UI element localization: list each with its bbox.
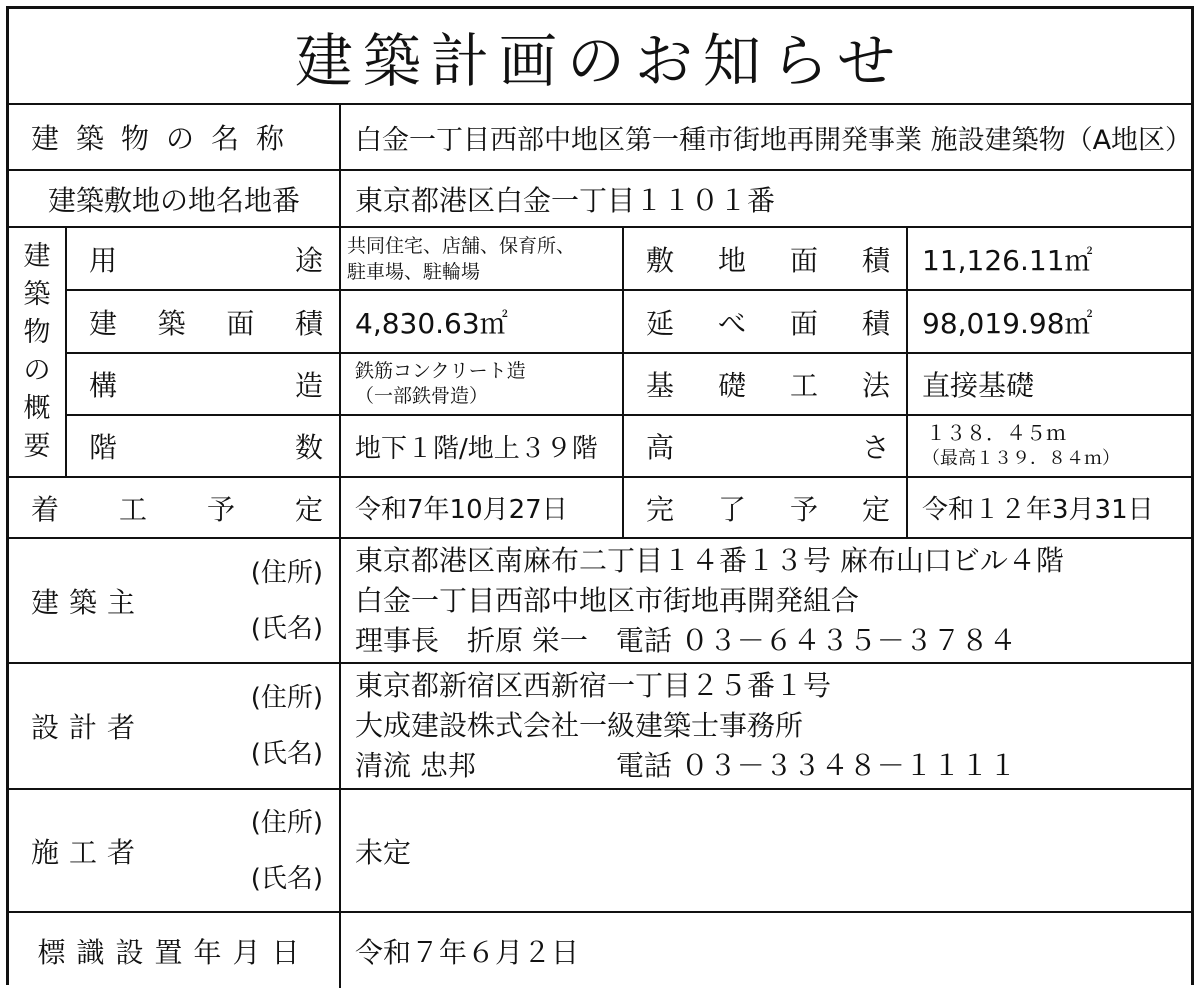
sign-date-value: 令和７年６月２日 [355, 935, 580, 969]
construction-start-label: 着 工 予 定 [31, 492, 323, 526]
completion-value: 令和１２年3月31日 [922, 495, 1154, 525]
foundation-label: 基 礎 工 法 [646, 369, 890, 402]
owner-value [341, 539, 1191, 662]
owner-line: 東京都港区南麻布二丁目１４番１３号 麻布山口ビル４階 [355, 543, 1064, 577]
use-label [67, 228, 339, 289]
site-area-label: 敷 地 面 積 [646, 243, 890, 277]
designer-name-label: (氏名) [250, 739, 323, 769]
total-floor-area-label: 延 べ 面 積 [646, 306, 890, 340]
overview-label-char: 築 [23, 279, 51, 310]
site-address-label: 建築敷地の地名地番 [47, 183, 300, 217]
notice-board [6, 6, 1194, 985]
building-name-label [9, 105, 339, 169]
structure-value [341, 354, 622, 414]
contractor-label: 施工者 [31, 835, 146, 869]
completion-label: 完 了 予 定 [646, 492, 890, 526]
owner-line: 白金一丁目西部中地区市街地再開発組合 [355, 583, 860, 617]
height-label: 高 さ [646, 431, 890, 464]
height-value-line: （最高１３９．８４ｍ） [922, 448, 1120, 469]
floors-value: 地下１階/地上３９階 [355, 433, 598, 464]
use-value-line: 共同住宅、店舗、保育所、 [347, 234, 576, 257]
contractor-address-label: (住所) [250, 807, 323, 838]
overview-label-char: 要 [23, 431, 51, 462]
owner-label-cell [9, 539, 339, 662]
total-floor-area-value: 98,019.98㎡ [922, 306, 1093, 340]
contractor-value: 未定 [355, 835, 412, 869]
sign-date-label: 標識設置年月日 [37, 935, 311, 969]
designer-address-label: (住所) [250, 683, 323, 713]
notice-title: 建築計画のお知らせ [294, 27, 906, 95]
designer-line: 東京都新宿区西新宿一丁目２５番１号 [355, 669, 832, 702]
owner-line: 理事長 折原 栄一 電話 ０３－６４３５－３７８４ [355, 623, 1017, 657]
overview-label-char: 建 [23, 241, 51, 272]
use-label-char: 途 [294, 243, 323, 277]
contractor-name-label: (氏名) [250, 863, 323, 894]
structure-value-line: （一部鉄骨造） [355, 385, 489, 407]
structure-label: 構 造 [89, 369, 323, 402]
overview-label-char: の [23, 355, 51, 386]
site-address-value: 東京都港区白金一丁目１１０１番 [355, 183, 776, 217]
contractor-label-cell [9, 790, 339, 911]
building-area-label: 建 築 面 積 [89, 306, 323, 340]
designer-label: 設計者 [31, 711, 146, 744]
overview-label [9, 228, 65, 476]
designer-value [341, 664, 1191, 788]
height-value [908, 416, 1191, 476]
building-name-label-text: 建築物の名称 [31, 122, 302, 155]
owner-name-label: (氏名) [250, 613, 323, 644]
owner-label: 建築主 [31, 585, 146, 619]
site-area-value: 11,126.11㎡ [922, 243, 1093, 277]
owner-address-label: (住所) [250, 557, 323, 588]
use-value [341, 228, 622, 289]
foundation-value: 直接基礎 [922, 369, 1035, 402]
designer-line: 清流 忠邦 電話 ０３－３３４８－１１１１ [355, 749, 1017, 782]
height-value-line: １３８．４５ｍ [926, 421, 1066, 445]
building-area-value: 4,830.63㎡ [355, 306, 508, 340]
overview-label-char: 概 [23, 393, 51, 424]
overview-label-char: 物 [23, 317, 51, 348]
building-name-value: 白金一丁目西部中地区第一種市街地再開発事業 施設建築物（A地区） [355, 124, 1193, 156]
floors-label: 階 数 [89, 431, 323, 464]
designer-label-cell [9, 664, 339, 788]
use-value-line: 駐車場、駐輪場 [347, 260, 481, 283]
designer-line: 大成建設株式会社一級建築士事務所 [355, 709, 804, 742]
use-label-char: 用 [89, 243, 118, 277]
structure-value-line: 鉄筋コンクリート造 [355, 360, 526, 382]
construction-start-value: 令和7年10月27日 [355, 495, 568, 525]
